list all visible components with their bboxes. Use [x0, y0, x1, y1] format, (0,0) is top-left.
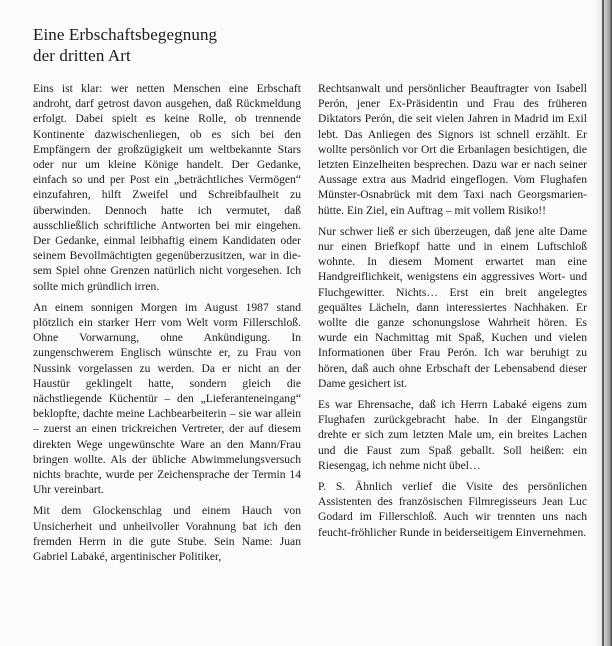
paragraph: Es war Ehrensache, daß ich Herrn Labaké eigens zum Flughafen zurückgebracht habe. In der Eingangstür drehte er sich zum letzten Male um, ein breites Lachen und die Faust zum Spaß geballt. Soll heißen: ein Riesengag, ich nehme nicht übel… — [318, 398, 587, 472]
title-line-2: der dritten Art — [33, 46, 131, 65]
paragraph: Rechtsanwalt und persönlicher Beauftragter von Isabell Perón, jener Ex-Präsidentin und Frau des früheren Diktators Perón, die seit vielen Jahren in Madrid im Exil lebt. Das Anliegen des Signors ist schnell erzählt. Er wollte persönlich vor Ort die Erbanlagen besichtigen, die letzten Einzelheiten besprechen. Dazu war er nach seiner Aussage extra aus Madrid eingeflogen. Vom Flughafen Münster-Osnabrück mit dem Taxi nach Georgsmarienhütte. Ein Ziel, ein Auftrag – mit vollem Risiko!! — [318, 82, 587, 217]
right-column — [318, 81, 587, 546]
paragraph: P. S. Ähnlich verlief die Visite des persönlichen Assistenten des französischen Filmregisseurs Jean Luc Godard im Fillerschloß. Auch wir trennten uns nach feucht-fröhlicher Runde in beiderseitigem Einvernehmen. — [318, 480, 587, 539]
paragraph: Mit dem Glockenschlag und einem Hauch von Unsicherheit und unheilvoller Vorahnung bat ich den fremden Herrn in die gute Stube. Sein Name: Juan Gabriel Labaké, argentinischer Politiker, — [33, 504, 301, 564]
paragraph: An einem sonnigen Morgen im August 1987 stand plötzlich ein starker Herr vom Welt vorm Fillerschloß. Ohne Vorwarnung, ohne Ankündigung. In zungenschwerem Englisch wünschte er, zu Frau von Nussink vorgelassen zu werden. Da er nicht an der Haustür geklingelt hatte, sondern gleich die nächstliegende Küchentür – den „Lieferanteneingang“ beklopfte, dachte meine Lachbearbeiterin – sie war allein – zuerst an einen trickreichen Vertreter, der auf diesem direkten Wege ungewünschte Ware an den Mann/Frau bringen wollte. Als der übliche Abwimmelungsversuch nichts brachte, wurde per Zeichensprache der Termin 14 Uhr vereinbart. — [33, 300, 301, 497]
article-title — [33, 24, 217, 66]
paragraph: Nur schwer ließ er sich überzeugen, daß jene alte Dame nur einen Briefkopf hatte und in einem Luftschloß wohnte. In diesem Moment erwartet man eine Handgreiflichkeit, wenigstens ein aggressives Wort- und Fluchgewitter. Nichts… Erst ein breit angelegtes gequältes Lächeln, dann interessiertes Nachhaken. Er wollte die ganze schonungslose Wahrheit hören. Es wurde ein Nachmittag mit Spaß, Kuchen und vielen Informationen über Frau Perón. Ich war beruhigt zu hören, daß auch ohne Erbschaft der Lebensabend dieser Dame gesichert ist. — [318, 224, 587, 390]
page-edge-line — [602, 0, 604, 646]
title-line-1: Eine Erbschaftsbegegnung — [33, 25, 218, 44]
left-column — [33, 81, 301, 570]
paragraph: Eins ist klar: wer netten Menschen eine Erbschaft androht, darf getrost davon ausgehen, daß Rückmeldung erfolgt. Dabei spielt es keine Rolle, ob trennende Kontinente dazwischenliegen, ob es sich bei den Empfängern der großzügigkeit um weltbekannte Stars oder nur um kleine Könige handelt. Der Gedanke, einfach so und per Post ein „beträchtliches Vermögen“ einzufahren, hilft Zweifel und Schreibfaulheit zu überwinden. Dennoch hatte ich vermutet, daß ausschließlich schriftliche Antworten bei mir eingehen. Der Gedanke, einmal leibhaftig einem Kandidaten oder seinem Bevollmächtigten gegenüberzusitzen, war in diesem Spiel ohne Grenzen natürlich nicht vorgesehen. Ich sollte mich gründlich irren. — [33, 82, 301, 293]
